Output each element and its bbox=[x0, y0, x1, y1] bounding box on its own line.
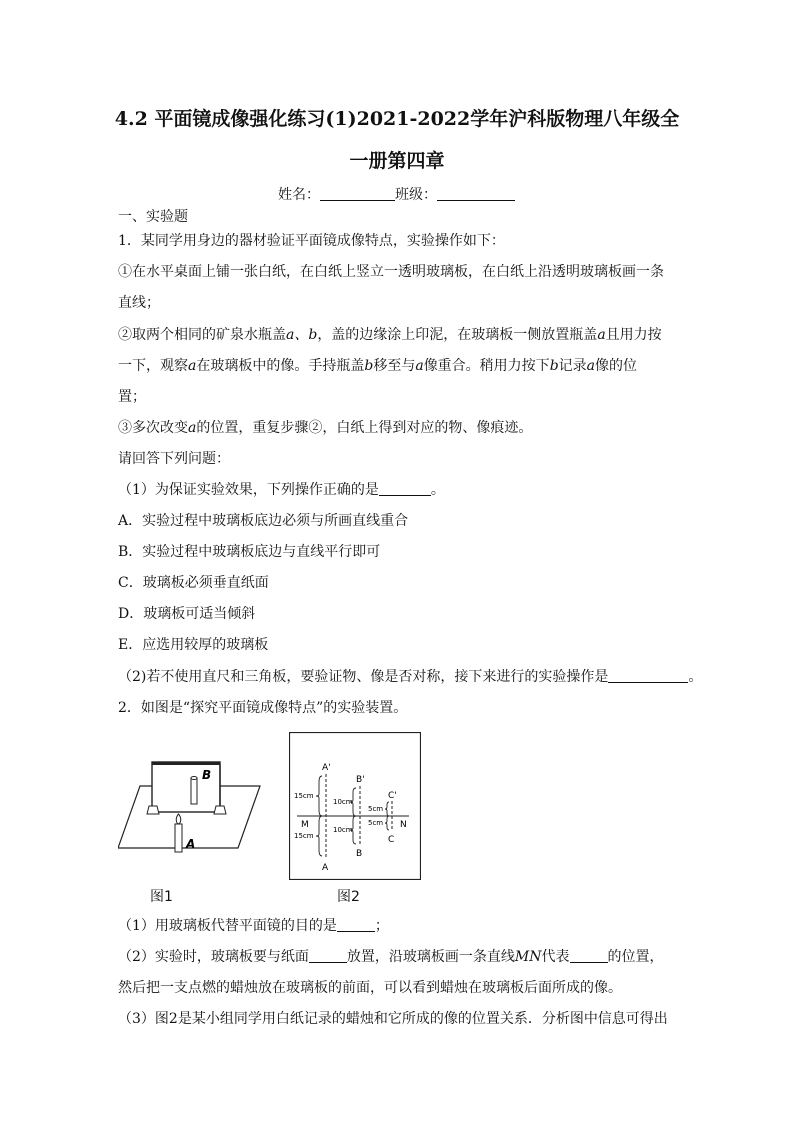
q1-step2-c: 置； bbox=[118, 389, 146, 405]
var-b: b bbox=[364, 358, 374, 374]
figure-1-caption: 图1 bbox=[150, 889, 173, 905]
label-b-prime: B' bbox=[356, 775, 365, 785]
candle-b bbox=[191, 778, 197, 804]
stand-left bbox=[147, 806, 159, 814]
text: 像的位 bbox=[595, 358, 638, 374]
text: 移至与 bbox=[373, 358, 416, 374]
label-b: B bbox=[356, 849, 363, 859]
var-a: a bbox=[188, 358, 197, 374]
answer-blank[interactable] bbox=[337, 917, 375, 932]
text: （1）为保证实验效果，下列操作正确的是 bbox=[118, 482, 379, 498]
q1-step1-b: 直线； bbox=[118, 295, 160, 311]
text: 像重合。稍用力按下 bbox=[423, 358, 550, 374]
dist-5cm-top: 5cm bbox=[368, 805, 384, 813]
dist-15cm-top: 15cm bbox=[294, 792, 314, 800]
figure-2-diagram bbox=[289, 732, 421, 880]
dist-10cm-top: 10cm bbox=[333, 798, 353, 806]
text: （1）用玻璃板代替平面镜的目的是 bbox=[118, 918, 337, 934]
dist-15cm-bottom: 15cm bbox=[294, 832, 314, 840]
text: ②取两个相同的矿泉水瓶盖 bbox=[118, 327, 286, 343]
name-blank[interactable] bbox=[320, 186, 395, 201]
class-blank[interactable] bbox=[437, 186, 515, 201]
text: 放置，沿玻璃板画一条直线 bbox=[346, 949, 515, 965]
candle-b-top bbox=[191, 777, 197, 780]
label-n: N bbox=[400, 820, 407, 830]
q1-step3 bbox=[118, 417, 532, 437]
q1-step1-a: ①在水平桌面上铺一张白纸，在白纸上竖立一透明玻璃板，在白纸上沿透明玻璃板画一条 bbox=[118, 264, 664, 280]
label-c-prime: C' bbox=[388, 791, 397, 801]
var-a: a bbox=[188, 420, 197, 436]
name-label: 姓名： bbox=[278, 187, 320, 203]
q2-stem: 2．如图是“探究平面镜成像特点”的实验装置。 bbox=[118, 700, 408, 716]
answer-blank[interactable] bbox=[608, 668, 688, 683]
section-heading: 一、实验题 bbox=[118, 209, 188, 225]
dist-10cm-bottom: 10cm bbox=[333, 826, 353, 834]
answer-blank[interactable] bbox=[379, 481, 431, 496]
label-b: B bbox=[202, 768, 212, 782]
label-m: M bbox=[301, 820, 309, 830]
text: 。 bbox=[430, 482, 445, 498]
answer-blank[interactable] bbox=[570, 948, 608, 963]
q2-sub1 bbox=[118, 915, 389, 935]
figure-2-caption: 图2 bbox=[337, 889, 360, 905]
stand-right bbox=[214, 806, 226, 814]
text: 且用力按 bbox=[605, 327, 662, 343]
text: ③多次改变 bbox=[118, 420, 188, 436]
q1-option-a: A．实验过程中玻璃板底边必须与所画直线重合 bbox=[118, 513, 409, 529]
label-a: A bbox=[186, 837, 196, 851]
text: 。 bbox=[688, 669, 703, 685]
label-a: A bbox=[322, 863, 329, 873]
q1-sub2 bbox=[118, 666, 702, 686]
title-line-1: 4.2 平面镜成像强化练习(1)2021-2022学年沪科版物理八年级全 bbox=[114, 108, 680, 130]
text: 的位置， bbox=[607, 949, 664, 965]
dist-5cm-bottom: 5cm bbox=[368, 819, 384, 827]
flame-icon bbox=[176, 814, 181, 824]
q2-sub3: （3）图2是某小组同学用白纸记录的蜡烛和它所成的像的位置关系．分析图中信息可得出 bbox=[118, 1011, 668, 1027]
class-label: 班级： bbox=[395, 187, 437, 203]
text: 的位置，重复步骤②，白纸上得到对应的物、像痕迹。 bbox=[196, 420, 533, 436]
student-info bbox=[278, 184, 515, 204]
text: ； bbox=[374, 918, 389, 934]
text: 一下，观察 bbox=[118, 358, 188, 374]
text: ，盖的边缘涂上印泥，在玻璃板一侧放置瓶盖 bbox=[317, 327, 598, 343]
q1-stem: 1．某同学用身边的器材验证平面镜成像特点，实验操作如下： bbox=[118, 233, 505, 249]
q1-option-e: E．应选用较厚的玻璃板 bbox=[118, 637, 269, 653]
q2-sub2-a bbox=[118, 946, 664, 966]
text: 在玻璃板中的像。手持瓶盖 bbox=[196, 358, 365, 374]
text: 代表 bbox=[541, 949, 570, 965]
q1-step2-b bbox=[118, 355, 637, 375]
text: （2)若不使用直尺和三角板，要验证物、像是否对称，接下来进行的实验操作是 bbox=[118, 669, 609, 685]
candle-a bbox=[175, 824, 182, 852]
glass-plate-top bbox=[152, 762, 220, 765]
text: 记录 bbox=[558, 358, 587, 374]
var-b: b bbox=[549, 358, 559, 374]
var-a: a bbox=[415, 358, 424, 374]
label-c: C bbox=[388, 835, 395, 845]
q1-option-c: C．玻璃板必须垂直纸面 bbox=[118, 575, 269, 591]
q1-ask: 请回答下列问题： bbox=[118, 451, 230, 467]
title-line-2: 一册第四章 bbox=[349, 150, 445, 172]
label-a-prime: A' bbox=[322, 763, 331, 773]
q1-step2-a bbox=[118, 324, 662, 344]
var-a: a bbox=[586, 358, 596, 374]
var-a: a bbox=[597, 327, 606, 343]
text: （2）实验时，玻璃板要与纸面 bbox=[118, 949, 309, 965]
var-mn: MN bbox=[514, 949, 542, 965]
paper-border bbox=[290, 733, 421, 880]
figure-1-apparatus bbox=[118, 748, 268, 858]
answer-blank[interactable] bbox=[309, 948, 347, 963]
q2-sub2-b: 然后把一支点燃的蜡烛放在玻璃板的前面，可以看到蜡烛在玻璃板后面所成的像。 bbox=[118, 980, 622, 996]
q1-option-d: D．玻璃板可适当倾斜 bbox=[118, 606, 256, 622]
q1-sub1 bbox=[118, 479, 445, 499]
var-ab: a、b bbox=[286, 327, 318, 343]
q1-option-b: B．实验过程中玻璃板底边与直线平行即可 bbox=[118, 544, 381, 560]
